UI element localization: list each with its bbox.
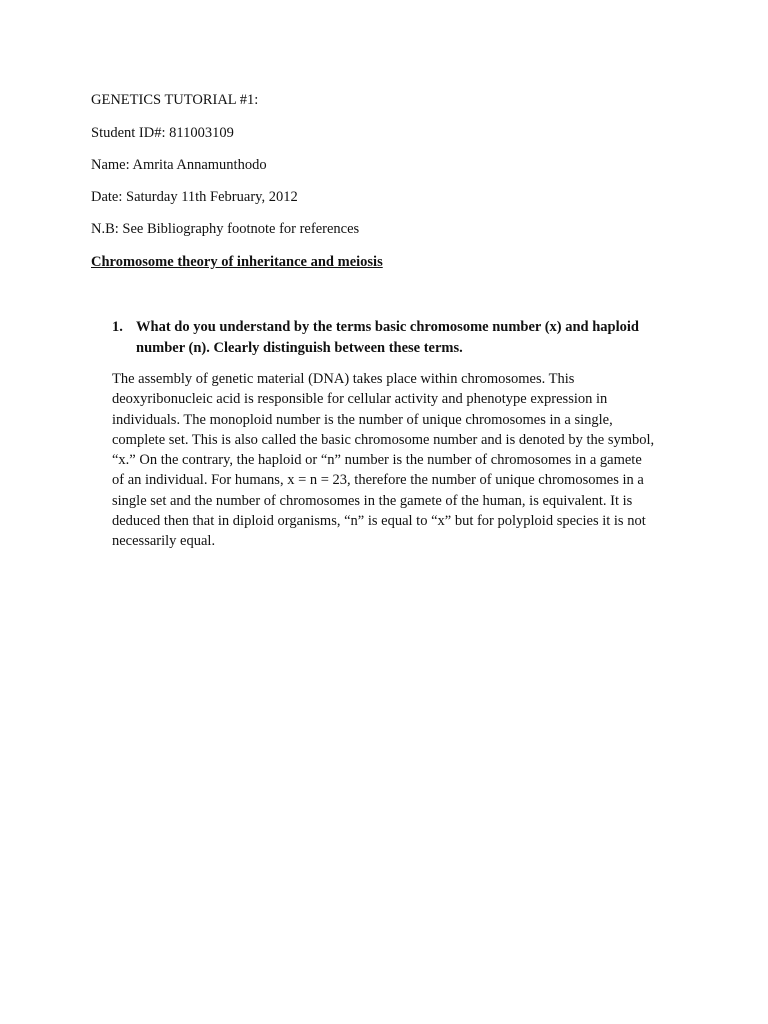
answer-line: deoxyribonucleic acid is responsible for cellular activity and phenotype expression in — [112, 391, 608, 408]
answer-line: The assembly of genetic material (DNA) takes place within chromosomes. This — [112, 371, 575, 387]
answer-paragraph — [112, 369, 677, 552]
student-name-line: Name: Amrita Annamunthodo — [91, 157, 267, 173]
question-1 — [112, 317, 672, 358]
answer-line: necessarily equal. — [112, 533, 216, 550]
document-title: GENETICS TUTORIAL #1: — [91, 92, 259, 108]
question-number: 1. — [112, 319, 123, 335]
answer-line: complete set. This is also called the basic chromosome number and is denoted by the symbol, — [112, 431, 655, 448]
date-line: Date: Saturday 11th February, 2012 — [91, 189, 298, 205]
student-id-line: Student ID#: 811003109 — [91, 125, 234, 141]
section-heading: Chromosome theory of inheritance and meiosis — [91, 254, 383, 270]
bibliography-note: N.B: See Bibliography footnote for references — [91, 221, 360, 237]
question-text: What do you understand by the terms basic chromosome number (x) and haploid number (n). Clearly distinguish between these terms. — [136, 319, 639, 356]
answer-line: single set and the number of chromosomes in the gamete of the human, is equivalent. It is — [112, 492, 633, 509]
answer-line: of an individual. For humans, x = n = 23, therefore the number of unique chromosomes in a — [112, 472, 644, 489]
answer-line: individuals. The monoploid number is the number of unique chromosomes in a single, — [112, 411, 613, 428]
answer-line: deduced then that in diploid organisms, “n” is equal to “x” but for polyploid species it is not — [112, 513, 646, 530]
answer-line: “x.” On the contrary, the haploid or “n” number is the number of chromosomes in a gamete — [112, 452, 642, 469]
